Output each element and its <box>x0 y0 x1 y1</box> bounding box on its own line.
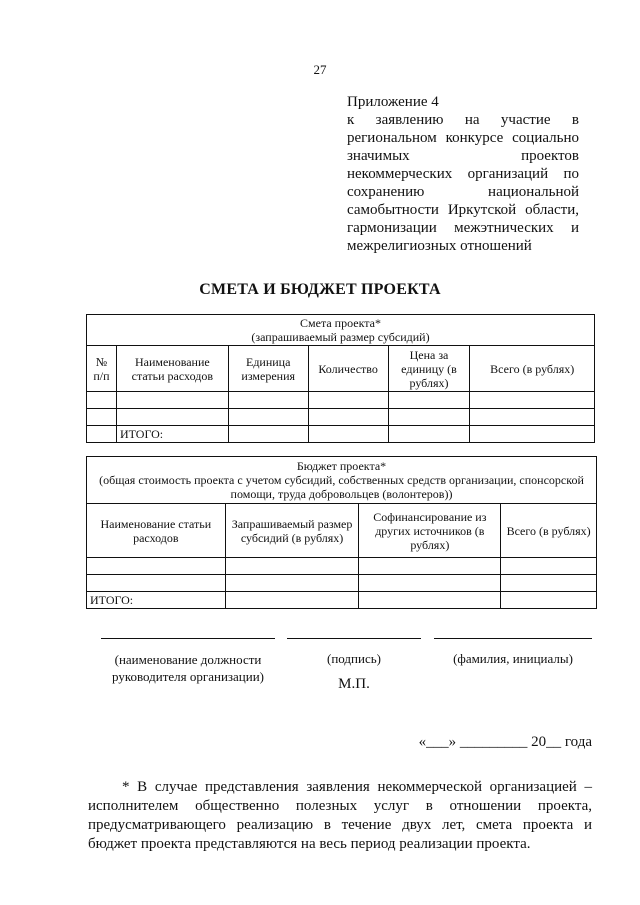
position-label: (наименование должности руководителя организации) <box>111 652 265 684</box>
estimate-header-price: Цена за единицу (в рублях) <box>388 346 470 392</box>
budget-header-cofinancing: Софинансирование из других источников (в рублях) <box>359 504 501 558</box>
footnote <box>88 778 592 854</box>
appendix-line: самобытности Иркутской области, <box>347 202 579 218</box>
name-signature-line <box>434 638 592 639</box>
appendix-line: Приложение 4 <box>347 94 439 110</box>
appendix-line: региональном конкурсе социально <box>347 130 579 146</box>
footnote-line: * В случае представления заявления некоммерческой организацией – <box>122 779 592 795</box>
signature-label: (подпись) <box>327 651 381 666</box>
table-row <box>87 409 595 426</box>
budget-caption-title: Бюджет проекта* <box>296 459 387 473</box>
appendix-line: к заявлению на участие в <box>347 112 579 128</box>
footnote-line: бюджет проекта представляются на весь период реализации проекта. <box>88 836 531 852</box>
budget-total-label: ИТОГО: <box>87 592 226 609</box>
estimate-caption-subtitle: (запрашиваемый размер субсидий) <box>251 330 430 344</box>
footnote-line: исполнителем общественно полезных услуг в отношении проекта, <box>88 798 592 814</box>
appendix-line: гармонизации межэтнических и <box>347 220 579 236</box>
appendix-line: значимых проектов <box>347 148 579 164</box>
table-row <box>87 575 597 592</box>
appendix-line: межрелигиозных отношений <box>347 238 532 254</box>
date-field: «___» _________ 20__ года <box>418 734 592 750</box>
budget-header-total: Всего (в рублях) <box>501 504 597 558</box>
budget-table <box>86 456 597 609</box>
estimate-header-unit: Единица измерения <box>228 346 308 392</box>
appendix-line: сохранению национальной <box>347 184 579 200</box>
signature-line <box>287 638 421 639</box>
table-row <box>87 392 595 409</box>
estimate-header-total: Всего (в рублях) <box>470 346 595 392</box>
estimate-header-number: № п/п <box>87 346 117 392</box>
estimate-caption <box>87 315 595 346</box>
appendix-block <box>347 93 579 255</box>
budget-header-subsidy: Запрашиваемый размер субсидий (в рублях) <box>225 504 359 558</box>
name-label: (фамилия, инициалы) <box>453 651 573 666</box>
estimate-total-row <box>87 426 595 443</box>
estimate-total-label: ИТОГО: <box>116 426 228 443</box>
appendix-line: некоммерческих организаций по <box>347 166 579 182</box>
estimate-header-item: Наименование статьи расходов <box>116 346 228 392</box>
budget-caption-subtitle: (общая стоимость проекта с учетом субсидий, собственных средств организации, спонсорской помощи, труда добровольцев (волонтеров)) <box>99 473 584 501</box>
document-title: СМЕТА И БЮДЖЕТ ПРОЕКТА <box>199 281 441 298</box>
estimate-table <box>86 314 595 443</box>
estimate-header-quantity: Количество <box>308 346 388 392</box>
table-row <box>87 558 597 575</box>
estimate-caption-title: Смета проекта* <box>300 316 381 330</box>
budget-header-item: Наименование статьи расходов <box>87 504 226 558</box>
footnote-line: предусматривающего реализацию в течение двух лет, смета проекта и <box>88 817 592 833</box>
stamp-label: М.П. <box>338 676 370 692</box>
budget-total-row <box>87 592 597 609</box>
page-number: 27 <box>313 62 327 77</box>
position-signature-line <box>101 638 275 639</box>
budget-caption <box>87 457 597 504</box>
